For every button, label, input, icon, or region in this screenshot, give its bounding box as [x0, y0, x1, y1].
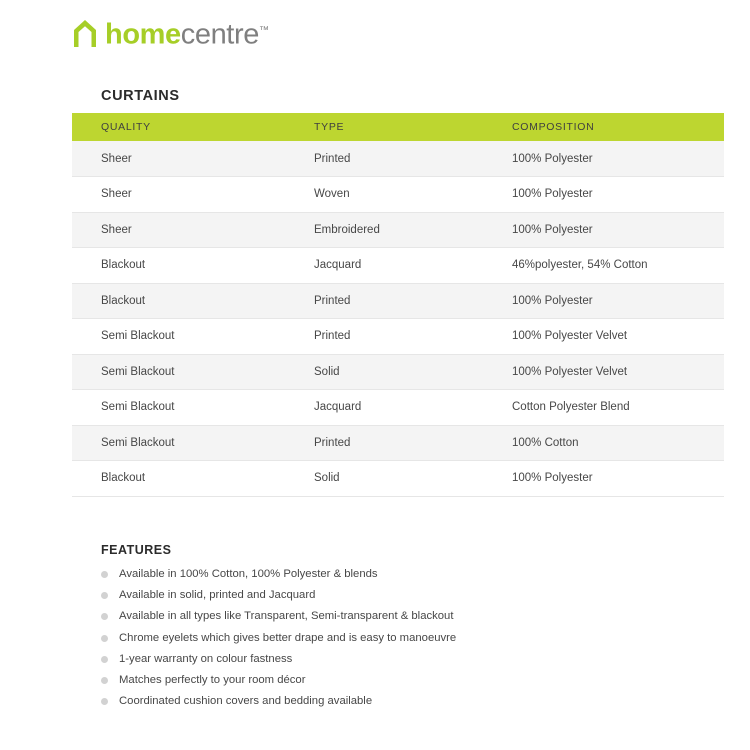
- cell-quality: Blackout: [72, 248, 306, 284]
- bullet-icon: [101, 592, 108, 599]
- cell-quality: Sheer: [72, 141, 306, 177]
- cell-type: Printed: [306, 425, 504, 461]
- table-header-row: [72, 113, 724, 141]
- table-header: [72, 113, 724, 141]
- table-row: [72, 141, 724, 177]
- cell-composition: 100% Polyester: [504, 141, 724, 177]
- feature-text: Matches perfectly to your room décor: [119, 673, 306, 686]
- column-header-quality: QUALITY: [72, 113, 306, 141]
- cell-type: Printed: [306, 283, 504, 319]
- feature-text: Available in all types like Transparent, Semi-transparent & blackout: [119, 610, 454, 623]
- cell-composition: Cotton Polyester Blend: [504, 390, 724, 426]
- cell-type: Printed: [306, 319, 504, 355]
- bullet-icon: [101, 635, 108, 642]
- cell-composition: 100% Polyester: [504, 177, 724, 213]
- bullet-icon: [101, 571, 108, 578]
- table-body: [72, 141, 724, 496]
- list-item: [101, 610, 661, 623]
- feature-text: Chrome eyelets which gives better drape and is easy to manoeuvre: [119, 631, 457, 644]
- cell-type: Solid: [306, 461, 504, 497]
- column-header-type: TYPE: [306, 113, 504, 141]
- cell-type: Embroidered: [306, 212, 504, 248]
- brand-name-centre: centre: [180, 18, 259, 51]
- cell-quality: Blackout: [72, 461, 306, 497]
- table-row: [72, 425, 724, 461]
- cell-composition: 100% Cotton: [504, 425, 724, 461]
- table-row: [72, 177, 724, 213]
- cell-quality: Semi Blackout: [72, 354, 306, 390]
- feature-text: Available in solid, printed and Jacquard: [119, 589, 316, 602]
- cell-composition: 100% Polyester Velvet: [504, 319, 724, 355]
- table-row: [72, 461, 724, 497]
- cell-type: Jacquard: [306, 390, 504, 426]
- table-row: [72, 390, 724, 426]
- features-title: FEATURES: [101, 543, 172, 557]
- bullet-icon: [101, 677, 108, 684]
- feature-text: 1-year warranty on colour fastness: [119, 652, 293, 665]
- feature-text: Available in 100% Cotton, 100% Polyester & blends: [119, 568, 378, 580]
- cell-composition: 100% Polyester: [504, 283, 724, 319]
- feature-text: Coordinated cushion covers and bedding available: [119, 695, 373, 708]
- bullet-icon: [101, 698, 108, 705]
- trademark-symbol: ™: [258, 25, 269, 36]
- cell-composition: 100% Polyester: [504, 461, 724, 497]
- cell-quality: Sheer: [72, 177, 306, 213]
- curtains-specification-table: [72, 113, 724, 497]
- cell-composition: 100% Polyester Velvet: [504, 354, 724, 390]
- list-item: [101, 589, 661, 602]
- cell-quality: Sheer: [72, 212, 306, 248]
- table-row: [72, 319, 724, 355]
- bullet-icon: [101, 613, 108, 620]
- list-item: [101, 632, 661, 645]
- list-item: [101, 695, 661, 708]
- cell-quality: Blackout: [72, 283, 306, 319]
- features-section: [101, 543, 661, 716]
- brand-wordmark: [105, 16, 269, 50]
- cell-type: Woven: [306, 177, 504, 213]
- cell-composition: 100% Polyester: [504, 212, 724, 248]
- cell-type: Jacquard: [306, 248, 504, 284]
- table-row: [72, 212, 724, 248]
- bullet-icon: [101, 656, 108, 663]
- cell-composition: 46%polyester, 54% Cotton: [504, 248, 724, 284]
- table-row: [72, 283, 724, 319]
- brand-logo: [72, 16, 269, 50]
- cell-quality: Semi Blackout: [72, 319, 306, 355]
- cell-quality: Semi Blackout: [72, 390, 306, 426]
- list-item: [101, 568, 661, 581]
- table-row: [72, 354, 724, 390]
- brand-name-home: home: [105, 18, 181, 51]
- column-header-composition: COMPOSITION: [504, 113, 724, 141]
- list-item: [101, 674, 661, 687]
- cell-quality: Semi Blackout: [72, 425, 306, 461]
- table-row: [72, 248, 724, 284]
- house-roof-icon: [72, 18, 98, 48]
- list-item: [101, 653, 661, 666]
- cell-type: Printed: [306, 141, 504, 177]
- page-title: CURTAINS: [101, 88, 180, 104]
- cell-type: Solid: [306, 354, 504, 390]
